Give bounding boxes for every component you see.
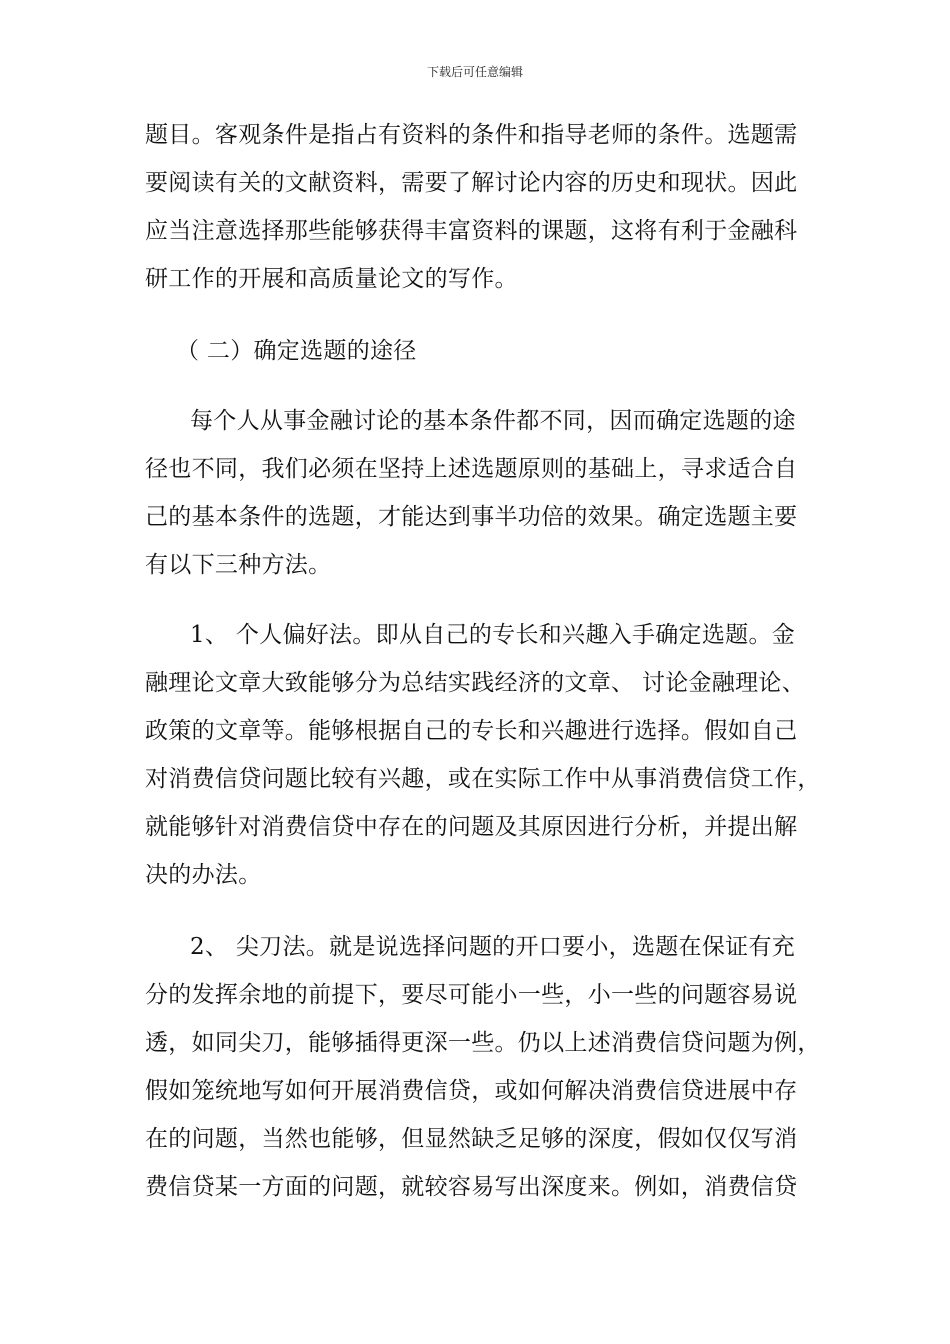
body-line: 在的问题，当然也能够，但显然缺乏足够的深度，假如仅仅写消 xyxy=(145,1126,798,1152)
page-header: 下载后可任意编辑 xyxy=(426,65,523,79)
body-line: 2、 尖刀法。就是说选择问题的开口要小，选题在保证有充 xyxy=(190,934,796,960)
body-line: 分的发挥余地的前提下，要尽可能小一些，小一些的问题容易说 xyxy=(145,982,798,1008)
body-line: 要阅读有关的文献资料，需要了解讨论内容的历史和现状。因此 xyxy=(145,170,798,196)
body-line: 己的基本条件的选题，才能达到事半功倍的效果。确定选题主要 xyxy=(145,504,798,530)
body-line: 费信贷某一方面的问题，就较容易写出深度来。例如，消费信贷 xyxy=(145,1174,798,1200)
body-line: 有以下三种方法。 xyxy=(145,552,332,578)
body-line: 研工作的开展和高质量论文的写作。 xyxy=(145,266,518,292)
body-line: 政策的文章等。能够根据自己的专长和兴趣进行选择。假如自己 xyxy=(145,718,798,744)
body-line: 融理论文章大致能够分为总结实践经济的文章、 讨论金融理论、 xyxy=(145,670,806,696)
body-line: 决的办法。 xyxy=(145,862,262,888)
body-line: 应当注意选择那些能够获得丰富资料的课题，这将有利于金融科 xyxy=(145,218,798,244)
body-line: 每个人从事金融讨论的基本条件都不同，因而确定选题的途 xyxy=(190,408,796,434)
body-line: 就能够针对消费信贷中存在的问题及其原因进行分析，并提出解 xyxy=(145,814,798,840)
body-line: 1、 个人偏好法。即从自己的专长和兴趣入手确定选题。金 xyxy=(190,622,796,648)
section-heading: （ 二）确定选题的途径 xyxy=(176,338,417,364)
body-line: 透，如同尖刀，能够插得更深一些。仍以上述消费信贷问题为例， xyxy=(145,1030,821,1056)
body-line: 对消费信贷问题比较有兴趣，或在实际工作中从事消费信贷工作， xyxy=(145,766,821,792)
body-line: 径也不同，我们必须在坚持上述选题原则的基础上，寻求适合自 xyxy=(145,456,798,482)
body-line: 假如笼统地写如何开展消费信贷，或如何解决消费信贷进展中存 xyxy=(145,1078,798,1104)
body-line: 题目。客观条件是指占有资料的条件和指导老师的条件。选题需 xyxy=(145,122,798,148)
